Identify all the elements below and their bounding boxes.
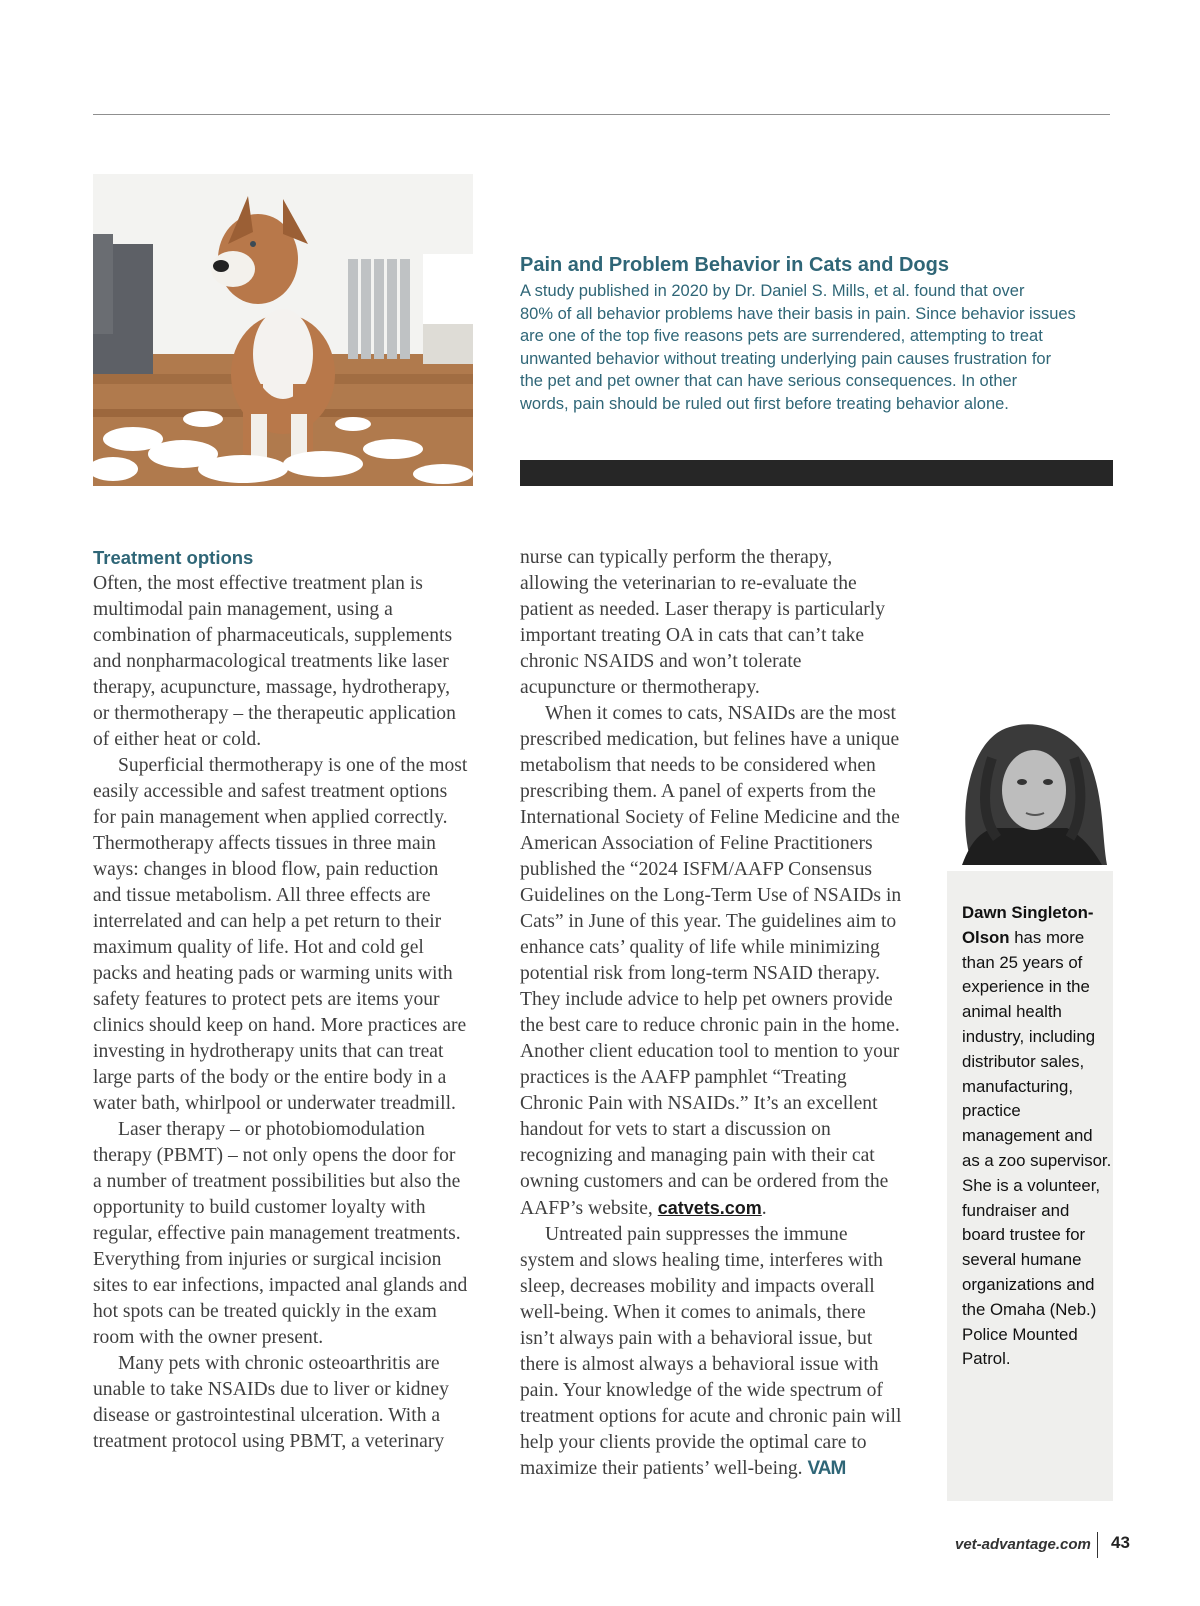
vam-logo: VAM [807,1458,846,1479]
sidebar-line: are one of the top five reasons pets are surrendered, attempting to treat [520,327,1043,346]
author-bio [962,901,1112,1372]
paragraph-text: Untreated pain suppresses the immune system and slows healing time, interferes with sleep, decreases mobility and impacts overall well-being. When it comes to animals, there isn’t always pain with a behavioral issue, but there is almost always a behavioral issue with pain. Your knowledge of the wide spectrum of treatment options for acute and chronic pain will help your clients provide the optimal care to maximize their patients’ well-being. [520,1224,902,1479]
page-number: 43 [1111,1533,1130,1552]
section-heading: Treatment options [93,547,254,568]
top-rule [93,114,1110,115]
sidebar-line: unwanted behavior without treating underlying pain causes frustration for [520,349,1052,368]
paragraph-text: When it comes to cats, NSAIDs are the most prescribed medication, but felines have a unique metabolism that needs to be considered when prescribing them. A panel of experts from the International Society of Feline Medicine and the American Association of Feline Practitioners published the “2024 ISFM/AAFP Consensus Guidelines on the Long-Term Use of NSAIDs in Cats” in June of this year. The guidelines aim to enhance cats’ quality of life while minimizing potential risk from long-term NSAID therapy. They include advice to help pet owners provide the best care to reduce chronic pain in the home. Another client education tool to mention to your practices is the AAFP pamphlet “Treating Chronic Pain with NSAIDs.” It’s an excellent handout for vets to start a discussion on recognizing and managing pain with their cat owning customers and can be ordered from the AAFP’s website, [520,703,902,1219]
footer-divider [1097,1532,1098,1558]
dog-photo [93,174,473,486]
paragraph-text: . [761,1198,767,1219]
article-column-middle [520,545,902,1482]
author-bio-text: has more than 25 years of experience in the animal health industry, including distributor sales, manufacturing, practice management and as a zoo supervisor. She is a volunteer, fundraiser and board trustee for several humane organizations and the Omaha (Neb.) Police Mounted Patrol. [962,927,1112,1369]
sidebar-divider-bar [520,460,1113,486]
author-name: Dawn Singleton-Olson [962,903,1094,947]
catvets-link[interactable]: catvets.com [657,1198,762,1218]
article-paragraph: Often, the most effective treatment plan is multimodal pain management, using a combination of pharmaceuticals, supplements and nonpharmacological treatments like laser therapy, acupuncture, massage, hydrotherapy, or thermotherapy – the therapeutic application of either heat or cold. [93,573,456,750]
article-paragraph: Superficial thermotherapy is one of the most easily accessible and safest treatment options for pain management when applied correctly. Thermotherapy affects tissues in three main ways: changes in blood flow, pain reduction and tissue metabolism. All three effects are interrelated and can help a pet return to their maximum quality of life. Hot and cold gel packs and heating pads or warming units with safety features to protect pets are items your clinics should keep on hand. More practices are investing in hydrotherapy units that can treat large parts of the body or the entire body in a water bath, whirlpool or underwater treadmill. [93,755,468,1114]
article-paragraph [520,1222,902,1482]
sidebar-line: words, pain should be ruled out first before treating behavior alone. [520,394,1009,413]
article-paragraph [520,701,902,1222]
article-column-left [93,545,468,1455]
sidebar-title: Pain and Problem Behavior in Cats and Dogs [520,254,949,276]
sidebar-line: the pet and pet owner that can have serious consequences. In other [520,372,1018,391]
sidebar-line: 80% of all behavior problems have their basis in pain. Since behavior issues [520,304,1076,323]
author-bio-box [947,871,1113,1501]
article-paragraph: Laser therapy – or photobiomodulation therapy (PBMT) – not only opens the door for a number of treatment possibilities but also the opportunity to build customer loyalty with regular, effective pain management treatments. Everything from injuries or surgical incision sites to ear infections, impacted anal glands and hot spots can be treated quickly in the exam room with the owner present. [93,1119,468,1348]
sidebar-line: A study published in 2020 by Dr. Daniel S. Mills, et al. found that over [520,282,1025,300]
article-paragraph: Many pets with chronic osteoarthritis are unable to take NSAIDs due to liver or kidney disease or gastrointestinal ulceration. With a treatment protocol using PBMT, a veterinary [93,1353,449,1452]
article-paragraph: nurse can typically perform the therapy, allowing the veterinarian to re-evaluate the patient as needed. Laser therapy is particularly important treating OA in cats that can’t take chronic NSAIDS and won’t tolerate acupuncture or thermotherapy. [520,547,886,698]
footer-website: vet-advantage.com [955,1536,1091,1553]
sidebar-text [520,280,1112,416]
author-photo [952,718,1107,865]
sidebar-callout [520,252,1112,416]
